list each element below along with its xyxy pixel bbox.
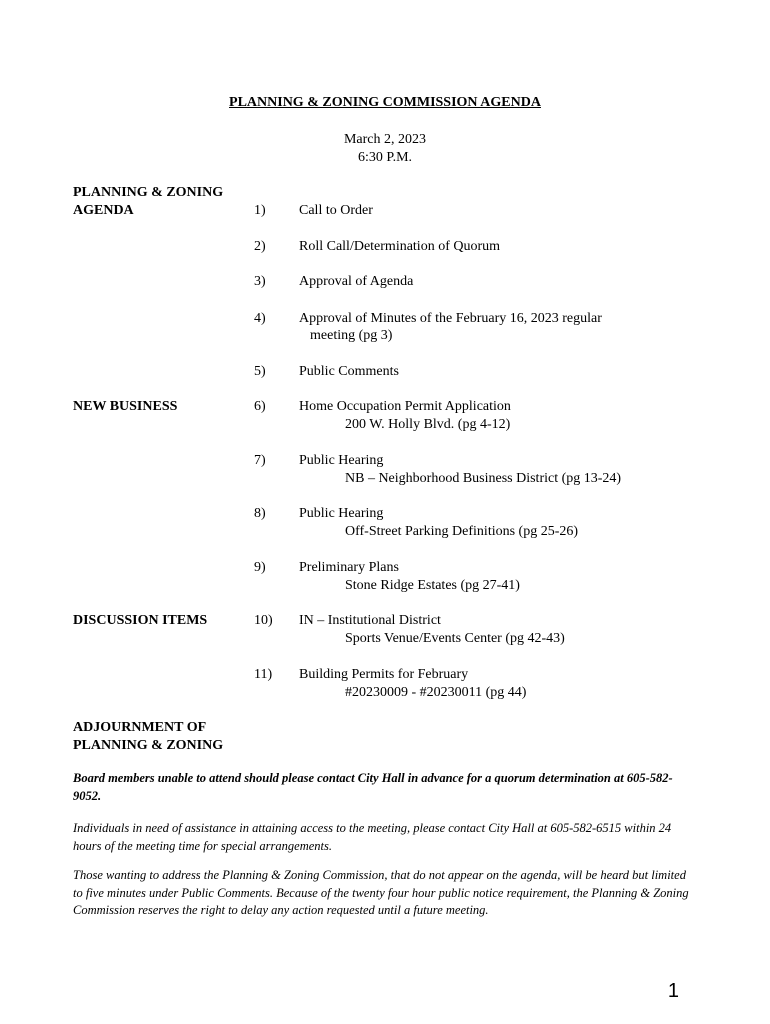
agenda-item-number: 9) [254,560,266,575]
agenda-item-number: 5) [254,364,266,379]
section-agenda-label-line1: PLANNING & ZONING [73,185,224,200]
agenda-item-number: 1) [254,203,266,218]
agenda-item-text: IN – Institutional District [299,613,441,628]
agenda-item-text: Building Permits for February [299,667,469,682]
agenda-item-detail: Stone Ridge Estates (pg 27-41) [345,578,520,593]
agenda-item-text: Preliminary Plans [299,560,399,575]
section-new-business-label: NEW BUSINESS [73,399,178,414]
agenda-item-detail: Sports Venue/Events Center (pg 42-43) [345,631,565,646]
agenda-item-number: 10) [254,613,273,628]
agenda-item-detail: #20230009 - #20230011 (pg 44) [345,685,527,700]
agenda-item-detail: Off-Street Parking Definitions (pg 25-26) [345,524,579,539]
agenda-item-detail: 200 W. Holly Blvd. (pg 4-12) [345,417,511,432]
meeting-time: 6:30 P.M. [357,150,413,165]
agenda-item-number: 6) [254,399,266,414]
agenda-item-detail: NB – Neighborhood Business District (pg 13-24) [345,471,622,486]
agenda-item-text: Approval of Agenda [299,274,414,289]
agenda-item-number: 8) [254,506,266,521]
quorum-notice: Board members unable to attend should please contact City Hall in advance for a quorum determination at 605-582-9052. [73,771,673,803]
agenda-item-number: 3) [254,274,266,289]
agenda-item-number: 4) [254,311,266,326]
agenda-item-text: Call to Order [299,203,373,218]
agenda-item-number: 11) [254,667,273,682]
agenda-item-text: Approval of Minutes of the February 16, 2023 regular [299,311,602,326]
section-adjournment-label-line2: PLANNING & ZONING [73,738,224,753]
agenda-item-number: 7) [254,453,266,468]
section-discussion-label: DISCUSSION ITEMS [73,613,208,628]
agenda-item-text: Home Occupation Permit Application [299,399,511,414]
agenda-item-text: Public Hearing [299,506,384,521]
page-title: PLANNING & ZONING COMMISSION AGENDA [229,95,541,110]
accessibility-notice: Individuals in need of assistance in attaining access to the meeting, please contact City Hall at 605-582-6515 within 24 hours of the meeting time for special arrangements. [73,821,672,853]
agenda-item-number: 2) [254,239,266,254]
page-number: 1 [667,980,679,1002]
agenda-item-text: Public Comments [299,364,399,379]
agenda-item-text: Roll Call/Determination of Quorum [299,239,501,254]
agenda-item-text: Public Hearing [299,453,384,468]
section-adjournment-label-line1: ADJOURNMENT OF [73,720,207,735]
agenda-item-continuation: meeting (pg 3) [310,328,393,343]
meeting-date: March 2, 2023 [343,132,427,147]
public-comment-notice: Those wanting to address the Planning & Zoning Commission, that do not appear on the agenda, will be heard but limited to five minutes under Public Comments. Because of the twenty four hour public notice requirement, the Planning & Zoning Commission reserves the right to delay any action requested until a future meeting. [73,868,689,917]
section-agenda-label-line2: AGENDA [73,203,134,218]
